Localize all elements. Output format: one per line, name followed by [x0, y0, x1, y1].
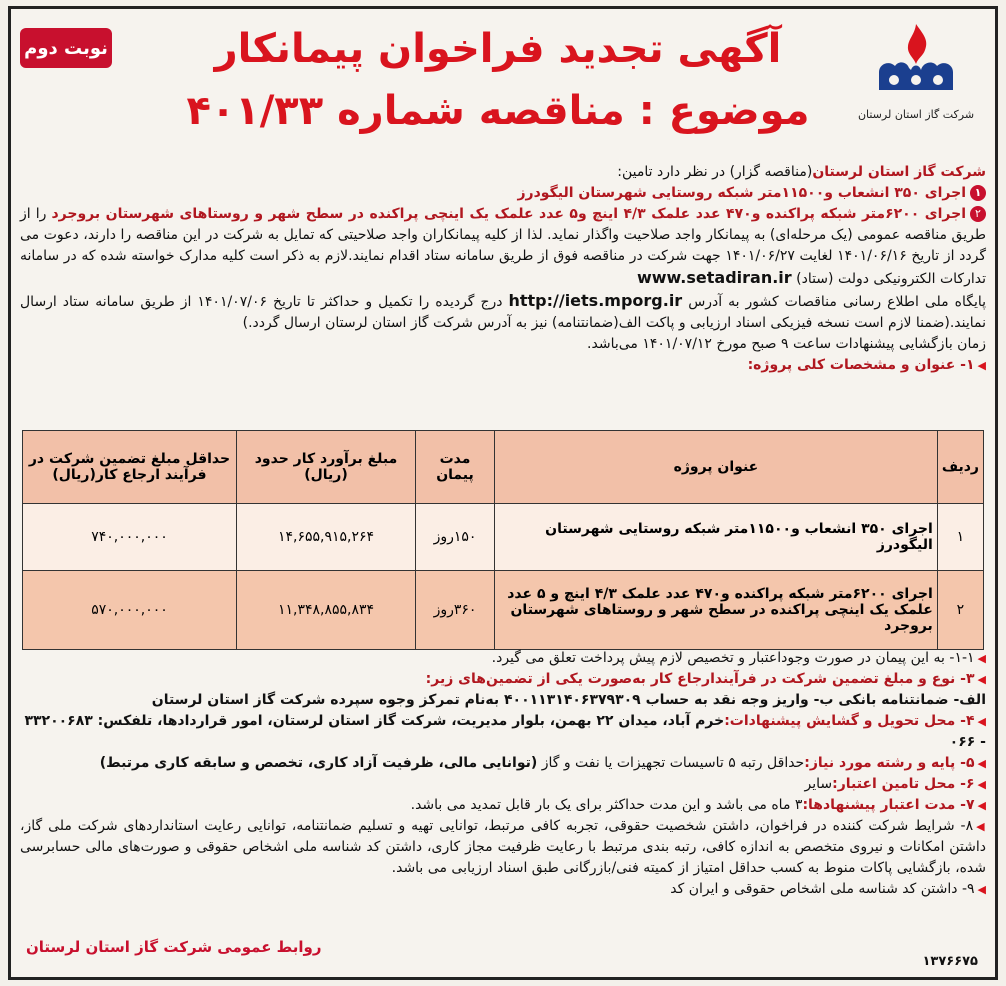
- row-title: اجرای ۳۵۰ انشعاب و۱۱۵۰۰متر شبکه روستایی شهرستان الیگودرز: [495, 504, 938, 571]
- intro-text: [20, 162, 986, 376]
- section5-bold: (توانایی مالی، ظرفیت آزاد کاری، تخصص و سابقه کاری مرتبط): [99, 755, 538, 771]
- header-estimate: مبلغ برآورد کار حدود (ریال): [237, 431, 416, 504]
- table-header-row: [23, 431, 984, 504]
- bullet-triangle-icon: ◀: [977, 883, 986, 896]
- section1-title: ۱- عنوان و مشخصات کلی پروژه:: [747, 357, 975, 373]
- ad-title: آگهی تجدید فراخوان پیمانکار: [214, 26, 782, 72]
- table-row: [23, 504, 984, 571]
- section8-text: ۸- شرایط شرکت کننده در فراخوان، داشتن شخصیت حقوقی، تجربه کافی مرتبط، توانایی تهیه و تسلیم ضمانتنامه، توانایی رعایت استانداردهای شرکت ملی گاز، داشتن امکانات و نیروی متخصص به اندازه کافی، رتبه بندی مرتبط با رعایت ظرفیت مجاز کاری، داشتن کد شناسه ملی اشخاص حقوقی و صورت‌های مالی حسابرسی شده، بازگشایی پاکات منوط به کسب حداقل امتیاز از کمیته فنی/بازرگانی طبق اسناد ارزیابی می باشد.: [20, 818, 986, 876]
- section3-text: الف- ضمانتنامه بانکی ب- واریز وجه نقد به حساب ۴۰۰۱۱۳۱۴۰۶۳۷۹۳۰۹ به‌نام تمرکز وجوه سپرده شرکت گاز استان لرستان: [151, 692, 986, 708]
- bullet-triangle-icon: ◀: [977, 757, 986, 770]
- second-notice-badge: نوبت دوم: [20, 28, 112, 68]
- bullet-triangle-icon: ◀: [977, 778, 986, 791]
- row-title: اجرای ۶۲۰۰متر شبکه پراکنده و۴۷۰ عدد علمک ۴/۳ اینچ و ۵ عدد علمک یک اینچی پراکنده در سطح شهر و روستاهای شهرستان بروجرد: [495, 571, 938, 650]
- header-guarantee: حداقل مبلغ تضمین شرکت در فرآیند ارجاع کار(ریال): [23, 431, 237, 504]
- table-row: [23, 571, 984, 650]
- company-name: شرکت گاز استان لرستان: [812, 164, 986, 180]
- opening-time: زمان بازگشایی پیشنهادات ساعت ۹ صبح مورخ ۱۴۰۱/۰۷/۱۲ می‌باشد.: [587, 336, 986, 352]
- logo-caption: شرکت گاز استان لرستان: [857, 108, 975, 121]
- iets-url[interactable]: http://iets.mporg.ir: [508, 291, 683, 310]
- para3: درج گردیده را تکمیل و حداکثر تا تاریخ ۱۴۰۱/۰۷/۰۶ از طریق سامانه ستاد ارسال نمایند.(ضمنا لازم است نسخه فیزیکی اسناد ارزیابی و پاکت الف(ضمانتنامه) نیز به آدرس شرکت گاز استان لرستان ارسال گردد.): [20, 294, 986, 331]
- section-1-1: ۱-۱- به این پیمان در صورت وجوداعتبار و تخصیص لازم پیش پرداخت تعلق می گیرد.: [491, 650, 975, 666]
- section9-text: ۹- داشتن کد شناسه ملی اشخاص حقوقی و ایران کد: [670, 881, 975, 897]
- section3-title: ۳- نوع و مبلغ تضمین شرکت در فرآیندارجاع کار به‌صورت یکی از تضمین‌های زیر:: [425, 671, 975, 687]
- ad-subject: موضوع : مناقصه شماره ۴۰۱/۳۳: [186, 88, 810, 134]
- gas-flame-logo-icon: [871, 20, 961, 104]
- setad-url[interactable]: www.setadiran.ir: [636, 268, 792, 287]
- bullet-triangle-icon: ◀: [977, 673, 986, 686]
- pr-signature: روابط عمومی شرکت گاز استان لرستان: [26, 938, 322, 956]
- para2: پایگاه ملی اطلاع رسانی مناقصات کشور به آدرس: [688, 294, 987, 310]
- row-estimate: ۱۱,۳۴۸,۸۵۵,۸۳۴: [237, 571, 416, 650]
- item1-text: اجرای ۳۵۰ انشعاب و۱۱۵۰۰متر شبکه روستایی شهرستان الیگودرز: [517, 185, 966, 201]
- row-index: ۱: [937, 504, 983, 571]
- item2-text: اجرای ۶۲۰۰متر شبکه پراکنده و۴۷۰ عدد علمک ۴/۳ اینچ و۵ عدد علمک یک اینچی پراکنده در سطح شهر و روستاهای شهرستان بروجرد: [51, 206, 966, 222]
- section5-title: ۵- پایه و رشته مورد نیاز:: [804, 755, 975, 771]
- row-guarantee: ۵۷۰,۰۰۰,۰۰۰: [23, 571, 237, 650]
- section6-text: سایر: [804, 776, 833, 792]
- section5-text: حداقل رتبه ۵ تاسیسات تجهیزات یا نفت و گاز: [541, 755, 805, 771]
- section7-title: ۷- مدت اعتبار پیشنهادها:: [802, 797, 975, 813]
- row-estimate: ۱۴,۶۵۵,۹۱۵,۲۶۴: [237, 504, 416, 571]
- conditions-text: [20, 648, 986, 900]
- header-index: ردیف: [937, 431, 983, 504]
- header-duration: مدت پیمان: [416, 431, 495, 504]
- bullet-triangle-icon: ◀: [976, 820, 986, 833]
- ad-number: ۱۳۷۶۶۷۵: [922, 954, 978, 969]
- item2-number: ۲: [970, 206, 986, 222]
- para1: را از طریق مناقصه عمومی (یک مرحله‌ای) به پیمانکار واجد صلاحیت واگذار نماید. لذا از کلیه پیمانکاران واجد صلاحیتی که تمایل به شرکت در این مناقصه را دارند، دعوت می گردد از تاریخ ۱۴۰۱/۰۶/۱۶ لغایت ۱۴۰۱/۰۶/۲۷ جهت شرکت در مناقصه فوق از طریق سامانه ستاد اقدام نمایند.لازم به ذکر است کلیه مدارک خواسته شده که در سامانه تدارکات الکترونیکی دولت (ستاد): [20, 206, 986, 287]
- project-table: [22, 430, 984, 650]
- row-duration: ۱۵۰روز: [416, 504, 495, 571]
- bullet-triangle-icon: ◀: [977, 359, 986, 372]
- row-index: ۲: [937, 571, 983, 650]
- intro-rest: (مناقصه گزار) در نظر دارد تامین:: [617, 164, 813, 180]
- section4-text: خرم آباد، میدان ۲۲ بهمن، بلوار مدیریت، شرکت گاز استان لرستان، امور قراردادها، تلفکس: ۳۳۲۰۰۶۸۳ - ۰۶۶: [24, 713, 986, 750]
- section6-title: ۶- محل تامین اعتبار:: [832, 776, 975, 792]
- bullet-triangle-icon: ◀: [977, 652, 986, 665]
- bullet-triangle-icon: ◀: [977, 715, 986, 728]
- row-duration: ۳۶۰روز: [416, 571, 495, 650]
- row-guarantee: ۷۴۰,۰۰۰,۰۰۰: [23, 504, 237, 571]
- item1-number: ۱: [970, 185, 986, 201]
- bullet-triangle-icon: ◀: [977, 799, 986, 812]
- company-logo: [856, 20, 976, 138]
- header-title: عنوان پروژه: [495, 431, 938, 504]
- section7-text: ۳ ماه می باشد و این مدت حداکثر برای یک بار قابل تمدید می باشد.: [410, 797, 803, 813]
- section4-title: ۴- محل تحویل و گشایش پیشنهادات:: [724, 713, 975, 729]
